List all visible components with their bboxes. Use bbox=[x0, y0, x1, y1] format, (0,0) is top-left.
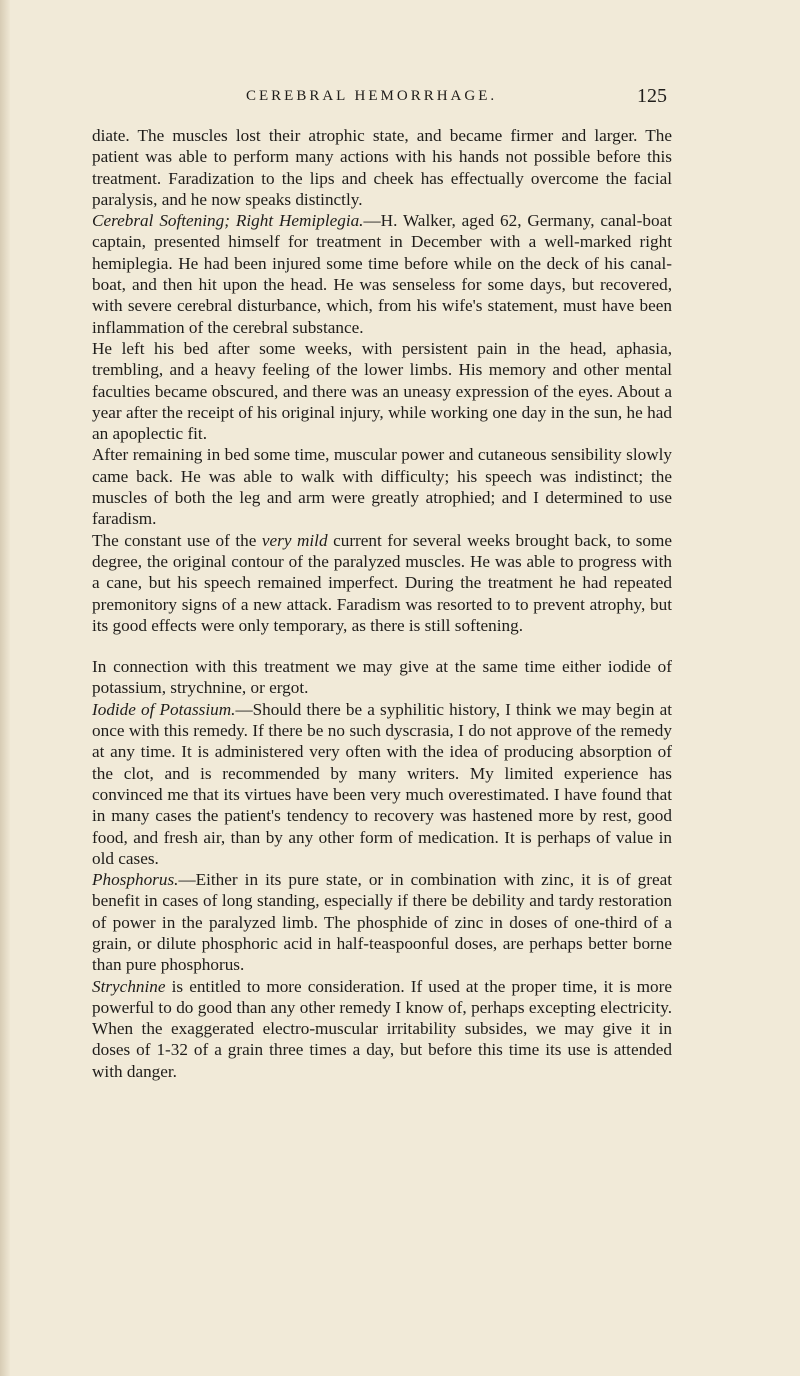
paragraph: The constant use of the very mild current for several weeks brought back, to some degree, the original contour of the paralyzed muscles. He was able to progress with a cane, but his speech remained imperfect. During the treatment he had repeated premonitory signs of a new attack. Faradism was resorted to to prevent atrophy, but its good effects were only temporary, as there is still softening. bbox=[92, 530, 672, 635]
paragraph: Strychnine is entitled to more consideration. If used at the proper time, it is more powerful to do good than any other remedy I know of, perhaps excepting electricity. When the exaggerated electro-muscular irritability subsides, we may give it in doses of 1-32 of a grain three times a day, but before this time its use is attended with danger. bbox=[92, 976, 672, 1081]
paragraph: Cerebral Softening; Right Hemiplegia.—H. Walker, aged 62, Germany, canal-boat captain, presented himself for treatment in December with a well-marked right hemiplegia. He had been injured some time before while on the deck of his canal-boat, and then hit upon the head. He was senseless for some days, but recovered, with severe cerebral disturbance, which, from his wife's statement, must have been inflammation of the cerebral substance. bbox=[92, 211, 672, 337]
paragraph: diate. The muscles lost their atrophic state, and became firmer and larger. The patient was able to perform many actions with his hands not possible before this treatment. Faradization to the lips and cheek has effectually overcome the facial paralysis, and he now speaks distinctly. bbox=[92, 126, 672, 209]
case-heading: Cerebral Softening; Right Hemiplegia. bbox=[92, 211, 364, 231]
paragraph: After remaining in bed some time, muscular power and cutaneous sensibility slowly came back. He was able to walk with difficulty; his speech was indistinct; the muscles of both the leg and arm were greatly atrophied; and I determined to use faradism. bbox=[92, 445, 672, 529]
emphasis: very mild bbox=[261, 530, 328, 550]
page-edge bbox=[0, 0, 10, 1376]
paragraph: In connection with this treatment we may give at the same time either iodide of potassium, strychnine, or ergot. bbox=[92, 657, 672, 698]
page-header bbox=[246, 85, 667, 112]
paragraph: He left his bed after some weeks, with persistent pain in the head, aphasia, trembling, and a heavy feeling of the lower limbs. His memory and other mental faculties became obscured, and there was an uneasy expression of the eyes. About a year after the receipt of his original injury, while working one day in the sun, he had an apoplectic fit. bbox=[92, 338, 672, 444]
page-number: 125 bbox=[637, 85, 667, 107]
body-text bbox=[92, 125, 672, 1082]
paragraph: Iodide of Potassium.—Should there be a syphilitic history, I think we may begin at once with this remedy. If there be no such dyscrasia, I do not approve of the remedy at any time. It is administered very often with the idea of producing absorption of the clot, and is recommended by many writers. My limited experience has convinced me that its virtues have been very much overestimated. I have found that in many cases the patient's tendency to recovery was hastened more by rest, good food, and fresh air, than by any other form of medication. It is perhaps of value in old cases. bbox=[92, 699, 672, 868]
paragraph: Phosphorus.—Either in its pure state, or in combination with zinc, it is of great benefit in cases of long standing, especially if there be debility and tardy restoration of power in the paralyzed limb. The phosphide of zinc in doses of one-third of a grain, or dilute phosphoric acid in half-teaspoonful doses, are perhaps better borne than pure phosphorus. bbox=[92, 870, 672, 975]
remedy-heading: Phosphorus. bbox=[92, 870, 179, 890]
section-gap bbox=[92, 636, 672, 656]
running-head: CEREBRAL HEMORRHAGE. bbox=[246, 88, 498, 104]
remedy-heading: Iodide of Potassium. bbox=[92, 699, 236, 719]
remedy-heading: Strychnine bbox=[92, 976, 166, 996]
